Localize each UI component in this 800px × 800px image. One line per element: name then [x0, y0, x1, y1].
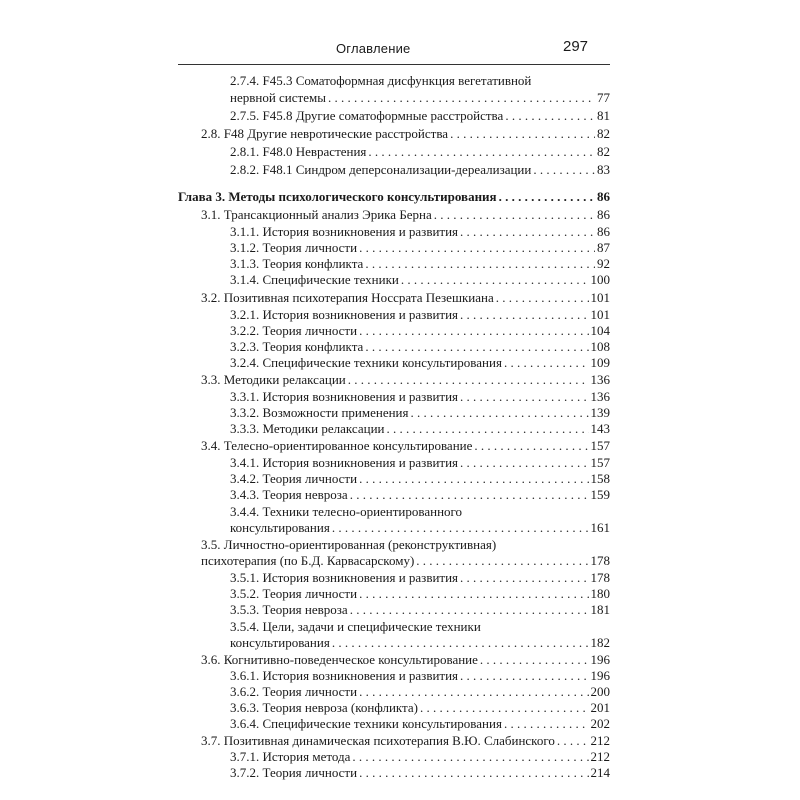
toc-entry: 2.7.5. F45.8 Другие соматоформные расстройства . . . 81 [230, 108, 610, 123]
toc-entry: 3.7.2. Теория личности . . . 214 [230, 765, 610, 780]
toc-entry: 3.5.1. История возникновения и развития . . . 178 [230, 570, 610, 585]
toc-entry: 2.8.1. F48.0 Неврастения . . . 82 [230, 144, 610, 159]
toc-entry: 3.4. Телесно-ориентированное консультирование . . . 157 [201, 438, 610, 453]
toc-entry: консультирования . . . 182 [230, 635, 610, 650]
toc-entry: 3.5.3. Теория невроза . . . 181 [230, 602, 610, 617]
toc-entry-continued-line: 3.5.4. Цели, задачи и специфические техники [230, 619, 481, 634]
toc-entry: 3.3.3. Методики релаксации . . . 143 [230, 421, 610, 436]
toc-entry: психотерапия (по Б.Д. Карвасарскому) . . . 178 [201, 553, 610, 568]
toc-entry: 3.5.2. Теория личности . . . 180 [230, 586, 610, 601]
toc-entry: 3.4.3. Теория невроза . . . 159 [230, 487, 610, 502]
toc-entry: 3.7. Позитивная динамическая психотерапия В.Ю. Слабинского . . . 212 [201, 733, 610, 748]
toc-entry: 3.6. Когнитивно-поведенческое консультирование . . . 196 [201, 652, 610, 667]
toc-entry: 3.3. Методики релаксации . . . 136 [201, 372, 610, 387]
toc-entry: 3.1.3. Теория конфликта . . . 92 [230, 256, 610, 271]
toc-entry: 3.6.1. История возникновения и развития . . . 196 [230, 668, 610, 683]
toc-entry: 3.1.1. История возникновения и развития . . . 86 [230, 224, 610, 239]
toc-entry: 3.6.2. Теория личности . . . 200 [230, 684, 610, 699]
toc-entry: 3.2.4. Специфические техники консультирования . . . 109 [230, 355, 610, 370]
toc-entry: 3.7.1. История метода . . . 212 [230, 749, 610, 764]
toc-entry: 3.2.3. Теория конфликта . . . 108 [230, 339, 610, 354]
toc-entry: 3.2. Позитивная психотерапия Носсрата Пезешкиана . . . 101 [201, 290, 610, 305]
toc-entry: 3.6.4. Специфические техники консультирования . . . 202 [230, 716, 610, 731]
toc-entry: 3.3.1. История возникновения и развития . . . 136 [230, 389, 610, 404]
toc-entry-continued-line: 2.7.4. F45.3 Соматоформная дисфункция вегетативной [230, 73, 532, 88]
toc-entry-continued-line: 3.4.4. Техники телесно-ориентированного [230, 504, 463, 519]
toc-entry: 3.6.3. Теория невроза (конфликта) . . . 201 [230, 700, 610, 715]
toc-entry: 2.8. F48 Другие невротические расстройства . . . 82 [201, 126, 610, 141]
page-number: 297 [563, 38, 589, 55]
toc-entry: 3.4.1. История возникновения и развития . . . 157 [230, 455, 610, 470]
header-rule [178, 64, 610, 65]
toc-entry: нервной системы . . . 77 [230, 90, 610, 105]
toc-entry: консультирования . . . 161 [230, 520, 610, 535]
toc-entry: 3.4.2. Теория личности . . . 158 [230, 471, 610, 486]
toc-entry: 3.2.2. Теория личности . . . 104 [230, 323, 610, 338]
toc-entry: 3.1.4. Специфические техники . . . 100 [230, 272, 610, 287]
toc-entry: 3.1. Трансакционный анализ Эрика Берна . . . 86 [201, 207, 610, 222]
toc-chapter-entry: Глава 3. Методы психологического консультирования . . . 86 [178, 189, 610, 204]
toc-entry-continued-line: 3.5. Личностно-ориентированная (реконструктивная) [201, 537, 497, 552]
running-header-title: Оглавление [336, 41, 411, 56]
toc-entry: 3.1.2. Теория личности . . . 87 [230, 240, 610, 255]
toc-entry: 2.8.2. F48.1 Синдром деперсонализации-дереализации . . . 83 [230, 162, 610, 177]
toc-entry: 3.3.2. Возможности применения . . . 139 [230, 405, 610, 420]
toc-entry: 3.2.1. История возникновения и развития . . . 101 [230, 307, 610, 322]
